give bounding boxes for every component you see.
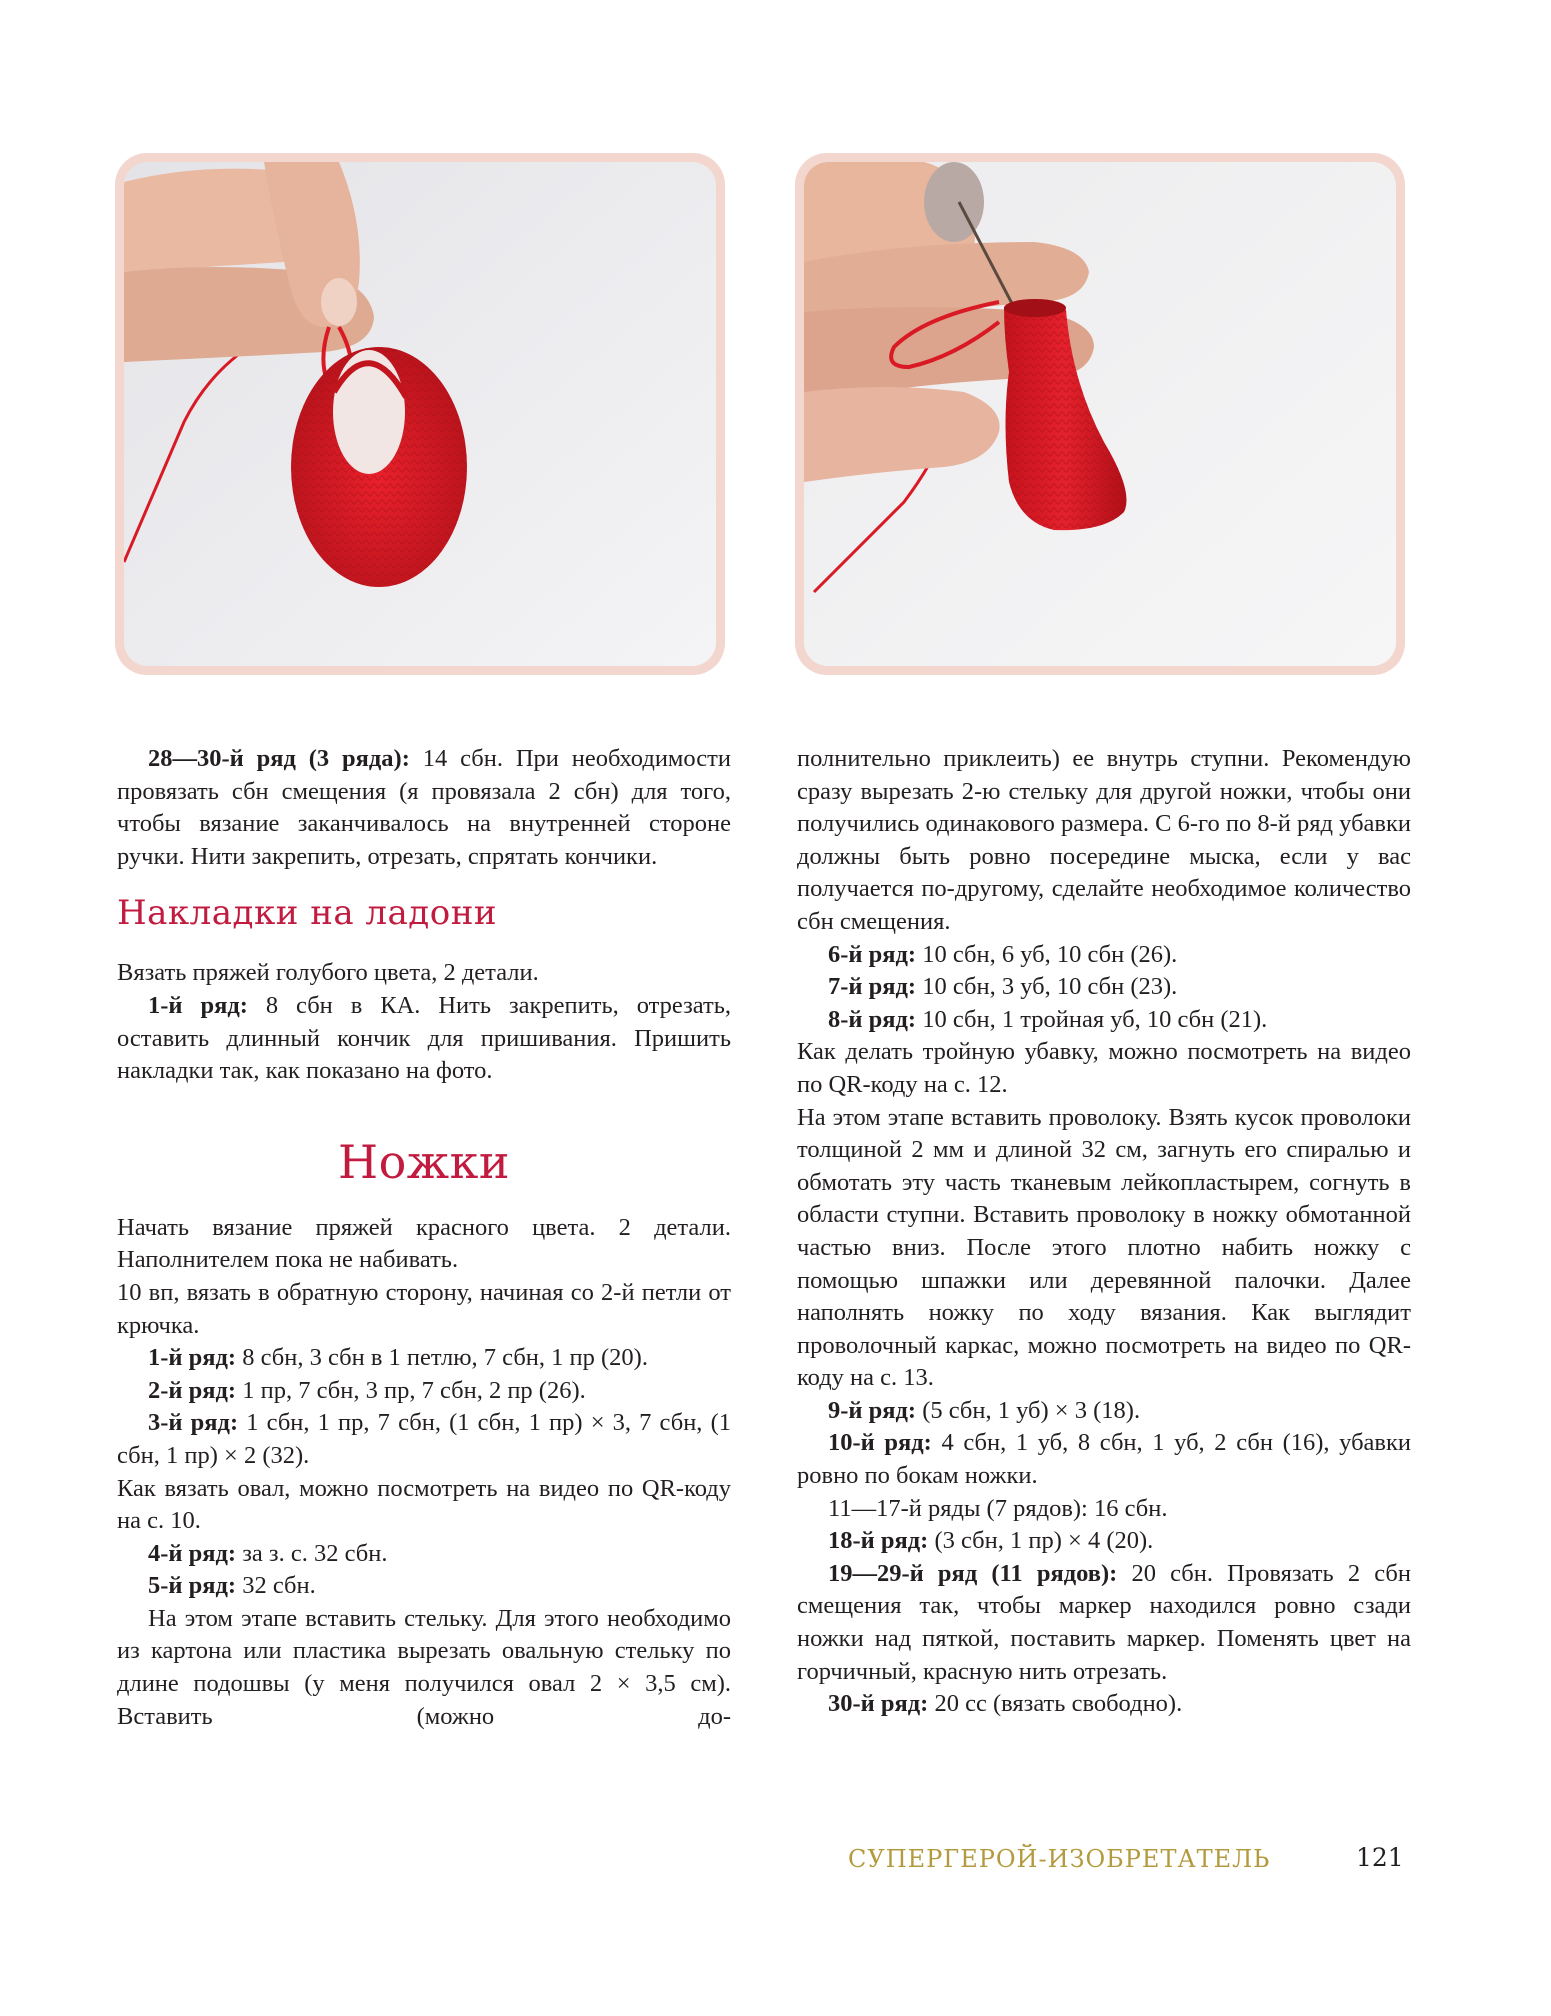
paragraph-rows-19-29 [797, 1558, 1411, 1688]
paragraph-legs-intro: Начать вязание пряжей красного цвета. 2 детали. Наполнителем пока не набивать. [117, 1213, 731, 1274]
row-label: 28—30-й ряд (3 ряда): [148, 745, 410, 772]
paragraph-row-2 [117, 1375, 731, 1408]
paragraph-wire-frame: На этом этапе вставить проволоку. Взять кусок проволоки толщиной 2 мм и длиной 32 см, загнуть его спиралью и обмотать эту часть тканевым лейкопластырем, согнуть в области ступни. Вставить проволоку в ножку обмотанной частью вниз. После этого плотно набить ножку с помощью шпажки или деревянной палочки. Далее наполнять ножку по ходу вязания. Как выглядит проволочный каркас, можно посмотреть на видео по QR-коду на с. 13. [797, 1103, 1411, 1392]
paragraph-row-9 [797, 1395, 1411, 1428]
paragraph-text: 1 пр, 7 сбн, 3 пр, 7 сбн, 2 пр (26). [236, 1376, 586, 1404]
row-label: 3-й ряд: [148, 1409, 239, 1437]
paragraph-text: 10 сбн, 1 тройная уб, 10 сбн (21). [916, 1005, 1268, 1033]
running-footer-title: СУПЕРГЕРОЙ-ИЗОБРЕТАТЕЛЬ [848, 1845, 1271, 1873]
paragraph-legs-chain: 10 вп, вязать в обратную сторону, начиная со 2-й петли от крючка. [117, 1278, 731, 1339]
row-label: 7-й ряд: [828, 973, 917, 1001]
row-label: 6-й ряд: [828, 940, 917, 968]
row-label: 18-й ряд: [828, 1527, 929, 1555]
paragraph-row-10 [797, 1427, 1411, 1492]
photo-crochet-sole [115, 153, 725, 675]
row-label: 2-й ряд: [148, 1376, 237, 1404]
paragraph-palm-pads-row-1 [117, 990, 731, 1088]
paragraph-row-7 [797, 971, 1411, 1004]
paragraph-text: 4 сбн, 1 уб, 8 сбн, 1 уб, 2 сбн (16), убавки ровно по бокам ножки. [797, 1429, 1411, 1490]
row-label: 30-й ряд: [828, 1690, 929, 1718]
paragraph-insole-continued: полнительно приклеить) ее внутрь ступни. Рекомендую сразу вырезать 2-ю стельку для другой ножки, чтобы они получились одинакового размера. С 6-го по 8-й ряд убавки должны быть ровно посередине мыска, если у вас получается по-другому, сделайте необходимое количество сбн смещения. [797, 745, 1411, 935]
row-label: 1-й ряд: [148, 1344, 237, 1372]
paragraph-row-18 [797, 1525, 1411, 1558]
row-label: 8-й ряд: [828, 1005, 917, 1033]
paragraph-row-4 [117, 1538, 731, 1571]
right-column [797, 743, 1411, 1721]
paragraph-palm-pads-yarn: Вязать пряжей голубого цвета, 2 детали. [117, 959, 539, 987]
paragraph-text: 20 сбн. Провязать 2 сбн смещения так, чтобы маркер находился ровно сзади ножки над пяткой, поставить маркер. Поменять цвет на горчичный, красную нить отрезать. [797, 1559, 1411, 1685]
row-label: 5-й ряд: [148, 1572, 237, 1600]
left-column [117, 743, 731, 1733]
paragraph-triple-decrease-video: Как делать тройную убавку, можно посмотреть на видео по QR-коду на с. 12. [797, 1038, 1411, 1098]
paragraph-text: 32 сбн. [236, 1572, 316, 1600]
subheading-palm-pads: Накладки на ладони [117, 893, 498, 934]
photo-crochet-leg [795, 153, 1405, 675]
row-label: 9-й ряд: [828, 1396, 917, 1424]
paragraph-text: (3 сбн, 1 пр) × 4 (20). [928, 1527, 1154, 1555]
paragraph-rows-28-30 [117, 743, 731, 873]
row-label: 1-й ряд: [148, 991, 248, 1019]
paragraph-text: 8 сбн в КА. Нить закрепить, отрезать, оставить длинный кончик для пришивания. Пришить накладки так, как показано на фото. [117, 991, 731, 1085]
paragraph-row-6 [797, 939, 1411, 972]
paragraph-oval-video: Как вязать овал, можно посмотреть на видео по QR-коду на с. 10. [117, 1474, 731, 1535]
paragraph-text: (5 сбн, 1 уб) × 3 (18). [916, 1396, 1141, 1424]
paragraph-row-3 [117, 1407, 731, 1472]
paragraph-text: 8 сбн, 3 сбн в 1 петлю, 7 сбн, 1 пр (20). [236, 1344, 648, 1372]
section-title-legs: Ножки [337, 1134, 511, 1189]
photo-crochet-leg-image [804, 162, 1396, 666]
paragraph-row-1 [117, 1342, 731, 1375]
paragraph-text: 10 сбн, 6 уб, 10 сбн (26). [916, 940, 1178, 968]
row-label: 19—29-й ряд (11 рядов): [828, 1559, 1118, 1587]
paragraph-text: 14 сбн. При необходимости провязать сбн смещения (я провязала 2 сбн) для того, чтобы вязание заканчивалось на внутренней стороне ручки. Нити закрепить, отрезать, спрятать кончики. [117, 745, 731, 870]
paragraph-insole: На этом этапе вставить стельку. Для этого необходимо из картона или пластика вырезать овальную стельку по длине подошвы (у меня получился овал 2 × 3,5 см). Вставить (можно до- [117, 1604, 731, 1730]
paragraph-text: 20 сс (вязать свободно). [928, 1690, 1183, 1718]
paragraph-row-30 [797, 1688, 1411, 1721]
row-label: 10-й ряд: [828, 1429, 932, 1457]
paragraph-row-8 [797, 1004, 1411, 1037]
photo-crochet-sole-image [124, 162, 716, 666]
row-label: 4-й ряд: [148, 1539, 237, 1567]
paragraph-text: 10 сбн, 3 уб, 10 сбн (23). [916, 973, 1178, 1001]
page-number: 121 [1356, 1843, 1404, 1872]
paragraph-rows-11-17: 11—17-й ряды (7 рядов): 16 сбн. [828, 1494, 1168, 1522]
paragraph-text: за з. с. 32 сбн. [236, 1539, 388, 1567]
paragraph-row-5 [117, 1570, 731, 1603]
paragraph-text: 1 сбн, 1 пр, 7 сбн, (1 сбн, 1 пр) × 3, 7 сбн, (1 сбн, 1 пр) × 2 (32). [117, 1409, 731, 1469]
